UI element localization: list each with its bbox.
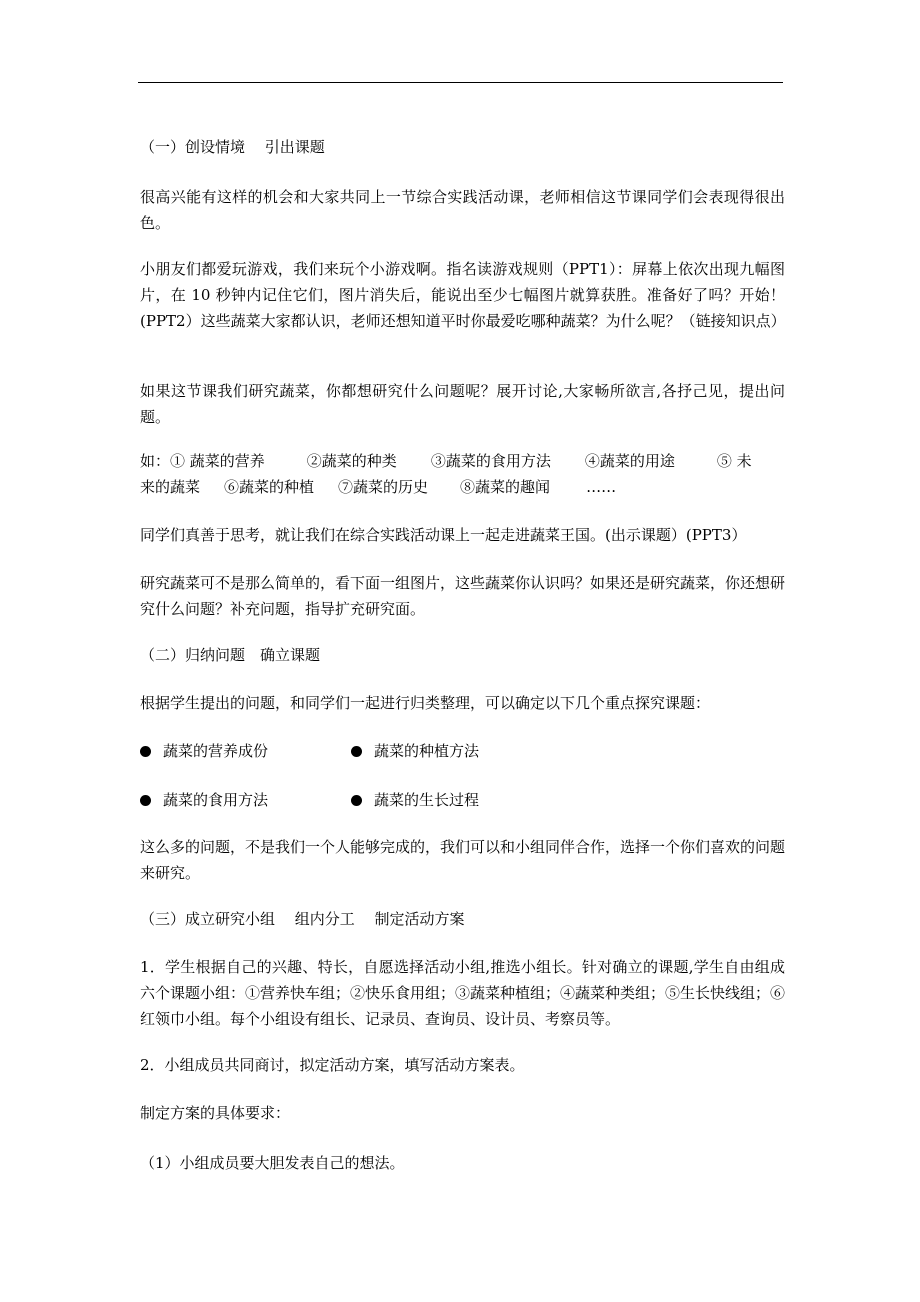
paragraph-game: 小朋友们都爱玩游戏，我们来玩个小游戏啊。指名读游戏规则（PPT1）：屏幕上依次出现九幅图片，在 10 秒钟内记住它们，图片消失后，能说出至少七幅图片就算获胜。准备好了吗？开始！(PPT2）这些蔬菜大家都认识，老师还想知道平时你最爱吃哪种蔬菜？为什么呢？（链接知识点） — [140, 260, 786, 330]
paragraph-requirements: 制定方案的具体要求： — [140, 1104, 291, 1122]
topic-item: 蔬菜的生长过程 — [351, 787, 479, 813]
section-3-heading: （三）成立研究小组 组内分工 制定活动方案 — [140, 910, 465, 928]
example-item: 来的蔬菜 — [140, 478, 201, 496]
example-item: ⑦蔬菜的历史 — [338, 478, 429, 496]
paragraph-groups: 1．学生根据自己的兴趣、特长，自愿选择活动小组,推选小组长。针对确立的课题,学生自由组成六个课题小组：①营养快车组；②快乐食用组；③蔬菜种植组；④蔬菜种类组；⑤生长快线组；⑥红领巾小组。每个小组设有组长、记录员、查询员、设计员、考察员等。 — [140, 958, 786, 1028]
header-rule — [138, 82, 783, 83]
paragraph-requirement-1: （1）小组成员要大胆发表自己的想法。 — [140, 1154, 405, 1172]
section-1-heading: （一）创设情境 引出课题 — [140, 138, 325, 156]
example-item: ③蔬菜的食用方法 — [430, 452, 551, 470]
section-2-heading: （二）归纳问题 确立课题 — [140, 646, 321, 664]
bullet-icon — [140, 795, 151, 806]
topic-item: 蔬菜的种植方法 — [351, 738, 479, 764]
bullet-icon — [140, 746, 151, 757]
example-item: ⑤ 未 — [716, 452, 752, 470]
example-item: ④蔬菜的用途 — [584, 452, 675, 470]
paragraph-pictures: 研究蔬菜可不是那么简单的，看下面一组图片，这些蔬菜你认识吗？如果还是研究蔬菜，你还想研究什么问题？补充问题，指导扩充研究面。 — [140, 574, 786, 618]
paragraph-cooperate: 这么多的问题，不是我们一个人能够完成的，我们可以和小组同伴合作，选择一个你们喜欢的问题来研究。 — [140, 838, 786, 882]
example-item: ⑧蔬菜的趣闻 — [460, 478, 551, 496]
bullet-icon — [351, 746, 362, 757]
example-item: ②蔬菜的种类 — [306, 452, 397, 470]
examples-line-1 — [140, 448, 785, 474]
examples-prefix: 如： — [140, 452, 171, 470]
topic-item: 蔬菜的营养成份 — [140, 738, 268, 764]
paragraph-intro: 很高兴能有这样的机会和大家共同上一节综合实践活动课，老师相信这节课同学们会表现得很出色。 — [140, 188, 785, 232]
paragraph-classify: 根据学生提出的问题，和同学们一起进行归类整理，可以确定以下几个重点探究课题： — [140, 694, 711, 712]
examples-line-2 — [140, 474, 785, 500]
example-item: ① 蔬菜的营养 — [170, 452, 265, 470]
example-item: …… — [586, 478, 617, 496]
paragraph-questions: 如果这节课我们研究蔬菜，你都想研究什么问题呢？展开讨论,大家畅所欲言,各抒己见，提出问题。 — [140, 382, 785, 426]
paragraph-plan: 2．小组成员共同商讨，拟定活动方案，填写活动方案表。 — [140, 1056, 525, 1074]
example-item: ⑥蔬菜的种植 — [224, 478, 315, 496]
bullet-icon — [351, 795, 362, 806]
paragraph-course-title: 同学们真善于思考，就让我们在综合实践活动课上一起走进蔬菜王国。(出示课题）(PPT3） — [140, 526, 747, 544]
topic-item: 蔬菜的食用方法 — [140, 787, 268, 813]
